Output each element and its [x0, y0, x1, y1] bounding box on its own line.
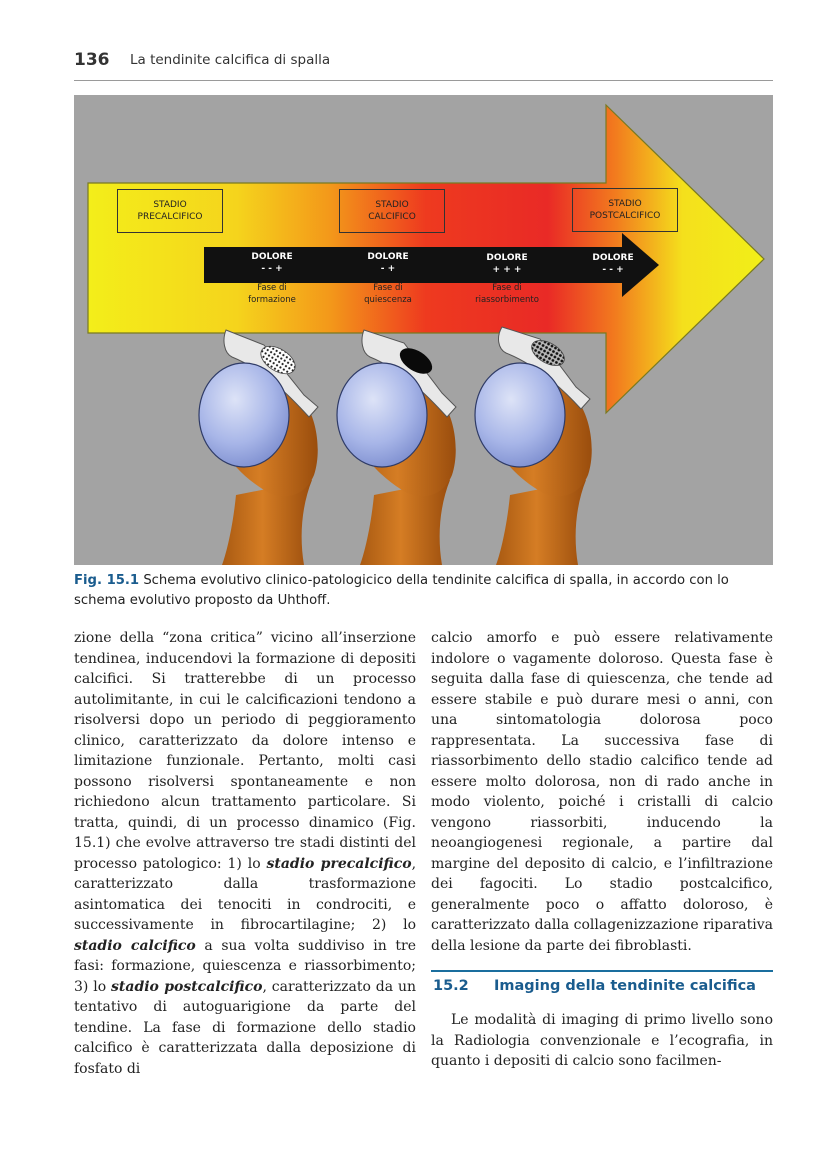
section-number: 15.2	[433, 978, 469, 994]
pain-level-4: DOLORE - - +	[592, 253, 634, 275]
term-precalcific: stadio precalcifico	[266, 855, 412, 872]
stage-label: CALCIFICO	[368, 212, 416, 222]
page-number: 136	[74, 50, 110, 70]
running-header	[74, 48, 773, 81]
stage-box-precalcific	[117, 189, 223, 233]
pain-level-1: DOLORE - - +	[251, 252, 293, 274]
term-postcalcific: stadio postcalcifico	[111, 978, 263, 995]
right-column-continued	[431, 1010, 773, 1072]
figure-illustration	[74, 95, 773, 565]
left-column	[74, 628, 416, 1079]
body-paragraph: zione della “zona critica” vicino all’inserzione tendinea, inducendovi la formazione di depositi calcifici. Si tratterebbe di un processo autolimitante, in cui le calcificazioni tendono a risolversi dopo un periodo di peggioramento clinico, caratterizzato da dolore intenso e limitazione funzionale. Pertanto, molti casi possono risolversi spontaneamente e non richiedono alcun trattamento particolare. Si tratta, quindi, di un processo dinamico (Fig. 15.1) che evolve attraverso tre stadi distinti del processo patologico: 1) lo stadio precalcifico, caratterizzato dalla trasformazione asintomatica dei tenociti in condrociti, e successivamente in fibrocartilagine; 2) lo stadio calcifico a sua volta suddiviso in tre fasi: formazione, quiescenza e riassorbimento; 3) lo stadio postcalcifico, caratterizzato da un tentativo di autoguarigione da parte del tendine. La fase di formazione dello stadio calcifico è caratterizzata dalla deposizione di fosfato di	[74, 630, 417, 1077]
stage-label: PRECALCIFICO	[137, 212, 203, 222]
stage-box-postcalcific	[572, 188, 678, 232]
body-paragraph: calcio amorfo e può essere relativamente indolore o vagamente doloroso. Questa fase è seguita dalla fase di quiescenza, che tende ad essere stabile e può durare mesi o anni, con una sintomatologia dolorosa poco rappresentata. La successiva fase di riassorbimento dello stadio calcifico tende ad essere molto dolorosa, non di rado anche in modo violento, poiché i cristalli di calcio vengono riassorbiti, inducendo la neoangiogenesi regionale, a partire dal margine del deposito di calcio, e l’infiltrazione dei fagociti. Lo stadio postcalcifico, generalmente poco o affatto doloroso, è caratterizzato dalla collagenizzazione riparativa della lesione da parte dei fibroblasti.	[431, 630, 773, 954]
phase-formation: Fase di formazione	[248, 283, 296, 305]
pain-level-3: DOLORE + + +	[486, 253, 528, 275]
stage-label: STADIO	[375, 200, 409, 210]
shoulder-calcific-resorption	[475, 327, 592, 565]
stage-box-calcific	[339, 189, 445, 233]
figure-label: Fig. 15.1	[74, 573, 140, 588]
shoulder-calcific-quiescence	[337, 330, 456, 565]
figure-caption	[74, 571, 779, 611]
phase-resorption: Fase di riassorbimento	[475, 283, 539, 305]
phase-quiescence: Fase di quiescenza	[364, 283, 412, 305]
stage-label: STADIO	[608, 199, 642, 209]
stage-label: STADIO	[153, 200, 187, 210]
body-paragraph: Le modalità di imaging di primo livello sono la Radiologia convenzionale e l’ecografia, in quanto i depositi di calcio sono facilmen-	[431, 1012, 773, 1069]
running-title: La tendinite calcifica di spalla	[130, 52, 331, 68]
pain-level-2: DOLORE - +	[367, 252, 409, 274]
section-heading	[431, 970, 773, 1010]
figure-uhthoff-schema	[74, 95, 773, 565]
section-title: Imaging della tendinite calcifica	[494, 978, 756, 994]
term-calcific: stadio calcifico	[74, 937, 196, 954]
shoulder-precalcific	[199, 330, 318, 565]
stage-label: POSTCALCIFICO	[589, 211, 661, 221]
caption-text: Schema evolutivo clinico-patologicico della tendinite calcifica di spalla, in accordo con lo schema evolutivo proposto da Uhthoff.	[74, 573, 729, 608]
right-column	[431, 628, 773, 956]
